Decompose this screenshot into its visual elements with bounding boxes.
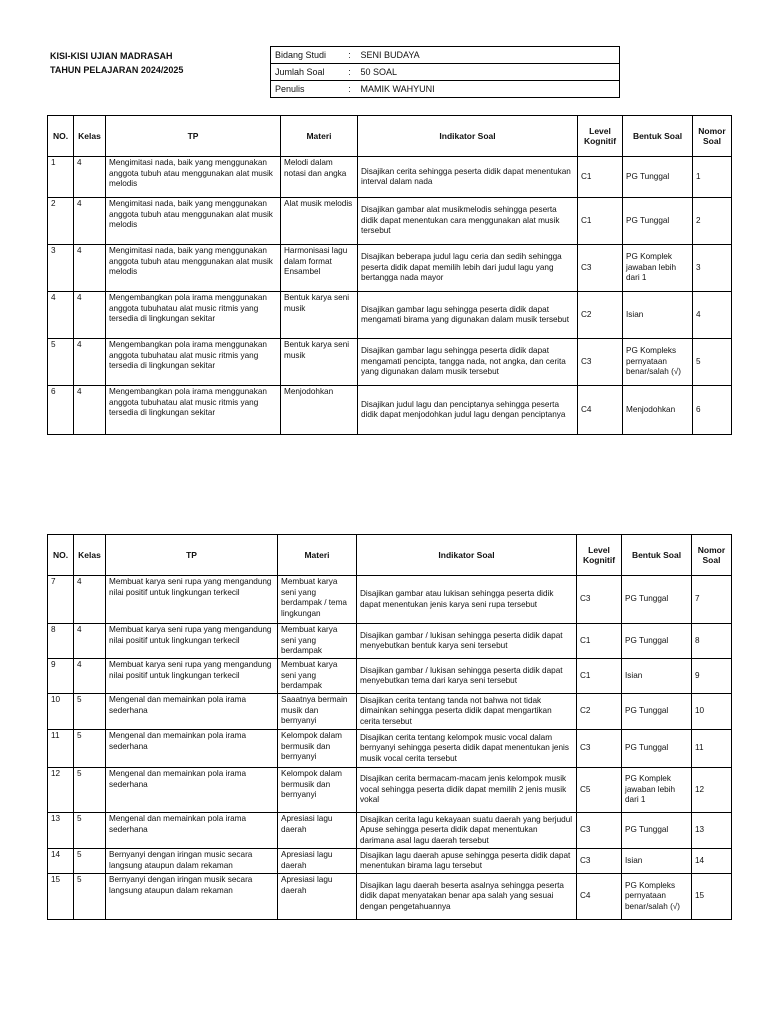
cell-level: C3 bbox=[577, 576, 622, 624]
kisi-table-2 bbox=[47, 534, 732, 920]
table-row bbox=[48, 157, 732, 198]
info-row bbox=[271, 47, 620, 64]
cell-no: 2 bbox=[48, 198, 74, 245]
header-nomor: Nomor Soal bbox=[692, 535, 732, 576]
cell-no: 5 bbox=[48, 339, 74, 386]
header-no: NO. bbox=[48, 535, 74, 576]
cell-bentuk: PG Tunggal bbox=[622, 576, 692, 624]
cell-bentuk: Isian bbox=[623, 292, 693, 339]
cell-tp: Mengimitasi nada, baik yang menggunakan anggota tubuh atau menggunakan alat musik melodis bbox=[106, 157, 281, 198]
cell-indikator: Disajikan lagu daerah beserta asalnya sehingga peserta didik dapat menyatakan benar apa salah yang sesuai dengan pengetahuannya bbox=[357, 874, 577, 920]
info-row bbox=[271, 81, 620, 98]
cell-indikator: Disajikan cerita tentang kelompok music vocal dalam bernyanyi sehingga peserta didik dapat menentukan jenis musik vocal cerita tersebut bbox=[357, 730, 577, 768]
table-1-body bbox=[48, 157, 732, 435]
cell-no: 3 bbox=[48, 245, 74, 292]
cell-bentuk: Menjodohkan bbox=[623, 386, 693, 435]
cell-materi: Membuat karya seni yang berdampak / tema lingkungan bbox=[278, 576, 357, 624]
cell-indikator: Disajikan cerita tentang tanda not bahwa not tidak dimainkan sehingga peserta didik dapat mengartikan cerita tersebut bbox=[357, 694, 577, 730]
info-label: Jumlah Soal bbox=[271, 64, 343, 81]
info-value: 50 SOAL bbox=[357, 64, 620, 81]
cell-kelas: 5 bbox=[74, 813, 106, 849]
table-row bbox=[48, 292, 732, 339]
table-row bbox=[48, 659, 732, 694]
cell-level: C2 bbox=[578, 292, 623, 339]
cell-tp: Membuat karya seni rupa yang mengandung nilai positif untuk lingkungan terkecil bbox=[106, 659, 278, 694]
cell-nomor: 8 bbox=[692, 624, 732, 659]
cell-level: C1 bbox=[577, 659, 622, 694]
cell-bentuk: PG Kompleks pernyataan benar/salah (√) bbox=[622, 874, 692, 920]
cell-materi: Apresiasi lagu daerah bbox=[278, 874, 357, 920]
cell-indikator: Disajikan gambar / lukisan sehingga peserta didik dapat menyebutkan bentuk karya seni tersebut bbox=[357, 624, 577, 659]
cell-level: C1 bbox=[578, 157, 623, 198]
cell-nomor: 12 bbox=[692, 768, 732, 813]
cell-no: 8 bbox=[48, 624, 74, 659]
cell-no: 13 bbox=[48, 813, 74, 849]
info-separator: : bbox=[343, 64, 357, 81]
table-row bbox=[48, 386, 732, 435]
table-row bbox=[48, 730, 732, 768]
cell-materi: Membuat karya seni yang berdampak bbox=[278, 659, 357, 694]
info-label: Bidang Studi bbox=[271, 47, 343, 64]
cell-kelas: 5 bbox=[74, 768, 106, 813]
cell-bentuk: PG Tunggal bbox=[622, 813, 692, 849]
cell-no: 15 bbox=[48, 874, 74, 920]
cell-indikator: Disajikan gambar lagu sehingga peserta didik dapat mengamati birama yang digunakan dalam musik tersebut bbox=[358, 292, 578, 339]
cell-tp: Mengimitasi nada, baik yang menggunakan anggota tubuh atau menggunakan alat musik melodis bbox=[106, 198, 281, 245]
cell-nomor: 14 bbox=[692, 849, 732, 874]
cell-nomor: 4 bbox=[693, 292, 732, 339]
cell-indikator: Disajikan beberapa judul lagu ceria dan sedih sehingga peserta didik dapat memilih lebih dari judul lagu yang bertangga nada mayor bbox=[358, 245, 578, 292]
cell-bentuk: PG Tunggal bbox=[623, 157, 693, 198]
header-bentuk: Bentuk Soal bbox=[623, 116, 693, 157]
table-row bbox=[48, 198, 732, 245]
cell-level: C3 bbox=[577, 849, 622, 874]
header-kelas: Kelas bbox=[74, 535, 106, 576]
info-separator: : bbox=[343, 47, 357, 64]
cell-indikator: Disajikan gambar / lukisan sehingga peserta didik dapat menyebutkan tema dari karya seni tersebut bbox=[357, 659, 577, 694]
cell-bentuk: PG Kompleks pernyataan benar/salah (√) bbox=[623, 339, 693, 386]
cell-materi: Alat musik melodis bbox=[281, 198, 358, 245]
cell-level: C3 bbox=[578, 245, 623, 292]
header-no: NO. bbox=[48, 116, 74, 157]
cell-kelas: 5 bbox=[74, 874, 106, 920]
cell-nomor: 11 bbox=[692, 730, 732, 768]
info-value: SENI BUDAYA bbox=[357, 47, 620, 64]
cell-nomor: 2 bbox=[693, 198, 732, 245]
cell-tp: Mengembangkan pola irama menggunakan anggota tubuhatau alat music ritmis yang tersedia di lingkungan sekitar bbox=[106, 386, 281, 435]
table-row bbox=[48, 874, 732, 920]
cell-no: 6 bbox=[48, 386, 74, 435]
header-materi: Materi bbox=[281, 116, 358, 157]
cell-no: 12 bbox=[48, 768, 74, 813]
cell-nomor: 5 bbox=[693, 339, 732, 386]
cell-nomor: 10 bbox=[692, 694, 732, 730]
cell-level: C1 bbox=[577, 624, 622, 659]
cell-no: 11 bbox=[48, 730, 74, 768]
cell-materi: Apresiasi lagu daerah bbox=[278, 849, 357, 874]
header-row bbox=[48, 535, 732, 576]
cell-materi: Apresiasi lagu daerah bbox=[278, 813, 357, 849]
table-row bbox=[48, 624, 732, 659]
cell-materi: Melodi dalam notasi dan angka bbox=[281, 157, 358, 198]
cell-tp: Bernyanyi dengan iringan musik secara langsung ataupun dalam rekaman bbox=[106, 874, 278, 920]
cell-kelas: 4 bbox=[74, 659, 106, 694]
cell-kelas: 5 bbox=[74, 694, 106, 730]
table-row bbox=[48, 245, 732, 292]
cell-bentuk: PG Komplek jawaban lebih dari 1 bbox=[623, 245, 693, 292]
cell-materi: Bentuk karya seni musik bbox=[281, 339, 358, 386]
cell-bentuk: PG Komplek jawaban lebih dari 1 bbox=[622, 768, 692, 813]
cell-bentuk: PG Tunggal bbox=[622, 694, 692, 730]
header-kelas: Kelas bbox=[74, 116, 106, 157]
cell-level: C3 bbox=[577, 730, 622, 768]
info-separator: : bbox=[343, 81, 357, 98]
cell-nomor: 3 bbox=[693, 245, 732, 292]
cell-indikator: Disajikan lagu daerah apuse sehingga peserta didik dapat menentukan birama lagu tersebut bbox=[357, 849, 577, 874]
cell-no: 7 bbox=[48, 576, 74, 624]
cell-level: C3 bbox=[577, 813, 622, 849]
table-row bbox=[48, 694, 732, 730]
header-tp: TP bbox=[106, 116, 281, 157]
kisi-table-1 bbox=[47, 115, 732, 435]
cell-no: 9 bbox=[48, 659, 74, 694]
cell-tp: Membuat karya seni rupa yang mengandung nilai positif untuk lingkungan terkecil bbox=[106, 624, 278, 659]
cell-bentuk: Isian bbox=[622, 659, 692, 694]
cell-no: 1 bbox=[48, 157, 74, 198]
cell-level: C2 bbox=[577, 694, 622, 730]
table-row bbox=[48, 768, 732, 813]
cell-tp: Bernyanyi dengan iringan music secara langsung ataupun dalam rekaman bbox=[106, 849, 278, 874]
cell-materi: Menjodohkan bbox=[281, 386, 358, 435]
cell-tp: Mengenal dan memainkan pola irama sederhana bbox=[106, 694, 278, 730]
cell-materi: Kelompok dalam bermusik dan bernyanyi bbox=[278, 768, 357, 813]
header-materi: Materi bbox=[278, 535, 357, 576]
cell-nomor: 15 bbox=[692, 874, 732, 920]
cell-tp: Mengembangkan pola irama menggunakan anggota tubuhatau alat music ritmis yang tersedia di lingkungan sekitar bbox=[106, 339, 281, 386]
header-bentuk: Bentuk Soal bbox=[622, 535, 692, 576]
cell-level: C1 bbox=[578, 198, 623, 245]
cell-tp: Mengembangkan pola irama menggunakan anggota tubuhatau alat music ritmis yang tersedia di lingkungan sekitar bbox=[106, 292, 281, 339]
table-row bbox=[48, 339, 732, 386]
header-tp: TP bbox=[106, 535, 278, 576]
cell-bentuk: Isian bbox=[622, 849, 692, 874]
cell-level: C5 bbox=[577, 768, 622, 813]
cell-no: 10 bbox=[48, 694, 74, 730]
cell-kelas: 4 bbox=[74, 157, 106, 198]
cell-kelas: 4 bbox=[74, 386, 106, 435]
cell-tp: Mengimitasi nada, baik yang menggunakan anggota tubuh atau menggunakan alat musik melodis bbox=[106, 245, 281, 292]
info-value: MAMIK WAHYUNI bbox=[357, 81, 620, 98]
table-2-body bbox=[48, 576, 732, 920]
cell-indikator: Disajikan judul lagu dan penciptanya sehingga peserta didik dapat menjodohkan judul lagu dengan penciptanya bbox=[358, 386, 578, 435]
cell-indikator: Disajikan cerita bermacam-macam jenis kelompok musik vocal sehingga peserta didik dapat memilih 2 jenis musik vokal bbox=[357, 768, 577, 813]
cell-indikator: Disajikan gambar atau lukisan sehingga peserta didik dapat menentukan jenis karya seni rupa tersebut bbox=[357, 576, 577, 624]
title-line-1: KISI-KISI UJIAN MADRASAH bbox=[50, 51, 173, 61]
info-label: Penulis bbox=[271, 81, 343, 98]
cell-kelas: 4 bbox=[74, 292, 106, 339]
table-row bbox=[48, 813, 732, 849]
cell-kelas: 4 bbox=[74, 339, 106, 386]
document-title bbox=[50, 49, 183, 77]
cell-kelas: 5 bbox=[74, 730, 106, 768]
cell-no: 4 bbox=[48, 292, 74, 339]
cell-level: C4 bbox=[577, 874, 622, 920]
cell-no: 14 bbox=[48, 849, 74, 874]
cell-kelas: 4 bbox=[74, 198, 106, 245]
table-row bbox=[48, 849, 732, 874]
cell-nomor: 9 bbox=[692, 659, 732, 694]
cell-materi: Saaatnya bermain musik dan bernyanyi bbox=[278, 694, 357, 730]
cell-kelas: 4 bbox=[74, 576, 106, 624]
cell-bentuk: PG Tunggal bbox=[623, 198, 693, 245]
cell-kelas: 5 bbox=[74, 849, 106, 874]
cell-indikator: Disajikan cerita sehingga peserta didik dapat menentukan interval dalam nada bbox=[358, 157, 578, 198]
cell-materi: Bentuk karya seni musik bbox=[281, 292, 358, 339]
cell-level: C3 bbox=[578, 339, 623, 386]
cell-level: C4 bbox=[578, 386, 623, 435]
cell-nomor: 6 bbox=[693, 386, 732, 435]
cell-materi: Harmonisasi lagu dalam format Ensambel bbox=[281, 245, 358, 292]
header-level: Level Kognitif bbox=[577, 535, 622, 576]
cell-tp: Mengenal dan memainkan pola irama sederhana bbox=[106, 768, 278, 813]
cell-bentuk: PG Tunggal bbox=[622, 730, 692, 768]
header-level: Level Kognitif bbox=[578, 116, 623, 157]
table-row bbox=[48, 576, 732, 624]
cell-tp: Membuat karya seni rupa yang mengandung nilai positif untuk lingkungan terkecil bbox=[106, 576, 278, 624]
cell-indikator: Disajikan cerita lagu kekayaan suatu daerah yang berjudul Apuse sehingga peserta didik dapat menentukan darimana asal lagu daerah tersebut bbox=[357, 813, 577, 849]
header-indikator: Indikator Soal bbox=[358, 116, 578, 157]
cell-kelas: 4 bbox=[74, 624, 106, 659]
cell-tp: Mengenal dan memainkan pola irama sederhana bbox=[106, 813, 278, 849]
cell-materi: Kelompok dalam bermusik dan bernyanyi bbox=[278, 730, 357, 768]
cell-nomor: 1 bbox=[693, 157, 732, 198]
header-row bbox=[48, 116, 732, 157]
cell-materi: Membuat karya seni yang berdampak bbox=[278, 624, 357, 659]
cell-bentuk: PG Tunggal bbox=[622, 624, 692, 659]
cell-tp: Mengenal dan memainkan pola irama sederhana bbox=[106, 730, 278, 768]
cell-indikator: Disajikan gambar lagu sehingga peserta didik dapat mengamati pencipta, tangga nada, not angka, dan cerita yang digunakan dalam musik tersebut bbox=[358, 339, 578, 386]
cell-kelas: 4 bbox=[74, 245, 106, 292]
info-box bbox=[270, 46, 620, 98]
info-row bbox=[271, 64, 620, 81]
header-nomor: Nomor Soal bbox=[693, 116, 732, 157]
cell-nomor: 13 bbox=[692, 813, 732, 849]
cell-nomor: 7 bbox=[692, 576, 732, 624]
cell-indikator: Disajikan gambar alat musikmelodis sehingga peserta didik dapat menentukan cara menggunakan alat musik tersebut bbox=[358, 198, 578, 245]
header-indikator: Indikator Soal bbox=[357, 535, 577, 576]
title-line-2: TAHUN PELAJARAN 2024/2025 bbox=[50, 65, 184, 75]
